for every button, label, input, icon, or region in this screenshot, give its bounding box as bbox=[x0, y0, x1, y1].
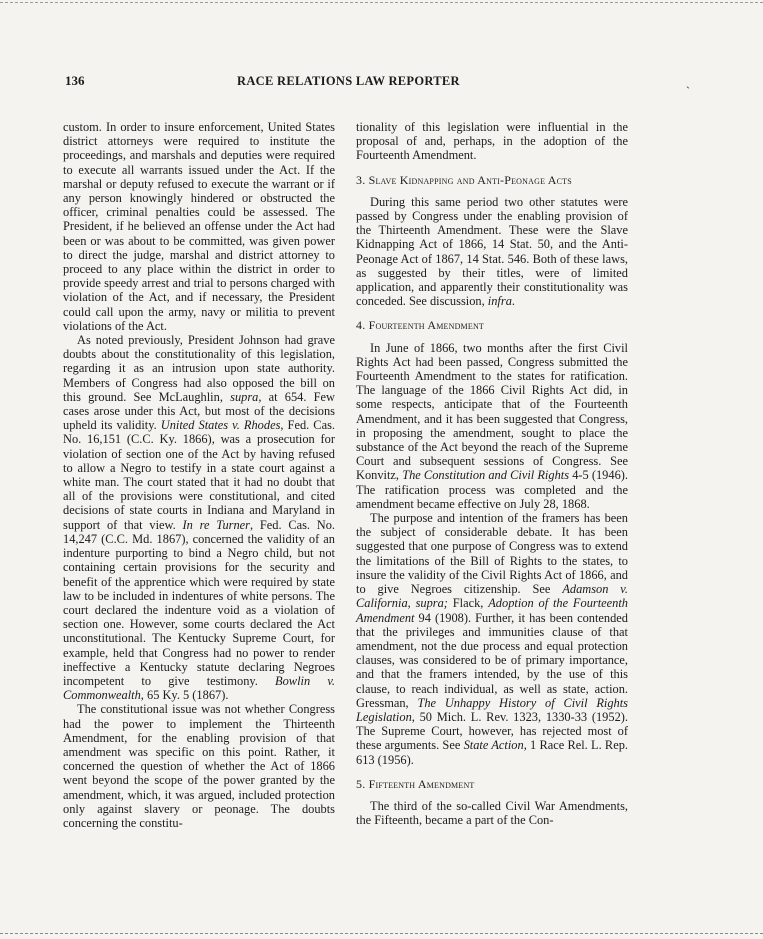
stray-mark: ˏ bbox=[686, 75, 690, 89]
text: tionality of this legislation were influential in the proposal of and, perhaps, in the adoption of the Fourteenth Amendment. bbox=[356, 120, 628, 163]
case-name: Adamson v. California, supra; bbox=[356, 582, 628, 611]
text: The third of the so-called Civil War Amendments, the Fifteenth, became a part of the Con- bbox=[356, 798, 628, 828]
text: Flack, bbox=[447, 596, 489, 611]
text: , 1 Race Rel. L. Rep. 613 (1956). bbox=[356, 738, 628, 767]
text: , at 654. Few cases arose under this Act, but most of the decisions upheld its validity. bbox=[63, 389, 336, 433]
paragraph bbox=[356, 195, 628, 309]
text: The constitutional issue was not whether Congress had the power to implement the Thirteenth Amendment, for the enabling provision of that amendment was specific on this point. Rather, it concerned the question of whether the Act of 1866 went beyond the scope of the power granted by the amendment, which, it was argued, included protection only against slavery or peonage. The doubts concerning the constitu- bbox=[63, 702, 335, 830]
section-heading: 3. Slave Kidnapping and Anti-Peonage Acts bbox=[356, 172, 572, 187]
case-name: Bowlin v. Commonwealth bbox=[63, 673, 335, 703]
text: As noted previously, President Johnson had grave doubts about the constitutionality of this legislation, regarding it as an intrusion upon state authority. Members of Congress had also opposed the bill on this ground. See McLaughlin, bbox=[63, 333, 335, 404]
book-title: The Constitution and Civil Rights bbox=[402, 468, 570, 483]
text: , 50 Mich. L. Rev. 1323, 1330-33 (1952). The Supreme Court, however, has rejected most of these arguments. See bbox=[356, 709, 628, 753]
paragraph bbox=[63, 120, 335, 333]
section-heading: 4. Fourteenth Amendment bbox=[356, 318, 485, 333]
text: custom. In order to insure enforcement, United States district attorneys were required to institute the proceedings, and marshals and deputies were required to execute all warrants issued under the Act. If the marshal or deputy refused to execute the warrant or if any person knowingly hindered or obstructed the officer, criminal penalties could be assessed. The President, if he believed an offense under the Act had been or was about to be committed, was given power to direct the judge, marshal and district attorney to proceed to any place within the district in order to provide speedy arrest and trial to persons charged with violation of the Act, and if necessary, the President could call upon the army, navy or militia to prevent violations of the Act. bbox=[63, 120, 335, 333]
text: , Fed. Cas. No. 16,151 (C.C. Ky. 1866), was a prosecution for violation of section one of the Act by having refused to allow a Negro to testify in a state court against a white man. The court stated that it had no doubt that all of the provisions were constitutional, and cited decisions of state courts in Indiana and Maryland in support of that view. bbox=[63, 418, 335, 532]
text: During this same period two other statutes were passed by Congress under the enabling provision of the Thirteenth Amendment. These were the Slave Kidnapping Act of 1866, 14 Stat. 50, and the Anti-Peonage Act of 1867, 14 Stat. 546. Both of these laws, as suggested by their titles, were of limited application, and apparently their constitutionality was conceded. See discussion, bbox=[356, 194, 628, 309]
text: , 65 Ky. 5 (1867). bbox=[140, 688, 229, 703]
running-title: RACE RELATIONS LAW REPORTER bbox=[237, 74, 460, 88]
paragraph bbox=[356, 511, 628, 767]
paragraph bbox=[356, 341, 628, 511]
page-bottom-edge bbox=[0, 933, 763, 934]
text: . bbox=[511, 294, 516, 309]
page-header bbox=[0, 73, 763, 95]
paragraph bbox=[356, 120, 628, 163]
text: , Fed. Cas. No. 14,247 (C.C. Md. 1867), concerned the validity of an indenture purporting to bind a Negro child, but not containing certain provisions for the security and benefit of the apprentice which were required by state law to be included in indentures of white persons. The court declared the indenture void as a violation of section one. However, some courts declared the Act unconstitutional. The Kentucky Supreme Court, for example, held that Congress had no power to render ineffective a Kentucky statute declaring Negroes incompetent to give testimony. bbox=[63, 517, 336, 688]
book-title: Adoption of the Fourteenth Amendment bbox=[356, 596, 628, 625]
text: 94 (1908). Further, it has been contended that the privileges and immunities clause of that amendment, not the due process and equal protection clauses, was considered to be of primary importance, and that the framers intended, by the use of this clause, to reach individual, as well as state, action. Gressman, bbox=[356, 610, 628, 710]
case-name: United States v. Rhodes bbox=[160, 418, 281, 433]
paragraph bbox=[63, 333, 335, 702]
citation: supra bbox=[230, 389, 259, 404]
section-heading: 5. Fifteenth Amendment bbox=[356, 776, 475, 791]
citation: infra bbox=[487, 294, 512, 309]
citation: State Action bbox=[463, 738, 524, 753]
page-top-edge bbox=[0, 2, 763, 3]
right-column bbox=[356, 120, 628, 827]
text: The purpose and intention of the framers has been the subject of considerable debate. It has been suggested that one purpose of Congress was to extend the limitations of the Bill of Rights to the states, to insure the validity of the Civil Rights Act of 1866, and to give Negroes citizenship. See bbox=[356, 511, 628, 597]
left-column bbox=[63, 120, 335, 830]
page-number: 136 bbox=[65, 73, 85, 88]
paragraph bbox=[63, 702, 335, 830]
case-name: In re Turner bbox=[182, 517, 250, 532]
text: In June of 1866, two months after the first Civil Rights Act had been passed, Congress submitted the Fourteenth Amendment to the states for ratification. The language of the 1866 Civil Rights Act did, in some respects, anticipate that of the Fourteenth Amendment, and it has been suggested that Congress, in proposing the amendment, sought to place the substance of the Act beyond the reach of the Supreme Court and subsequent sessions of Congress. See Konvitz, bbox=[356, 340, 628, 483]
article-title: The Unhappy History of Civil Rights Legislation bbox=[356, 695, 628, 724]
text: 4-5 (1946). The ratification process was completed and the amendment became effective on July 28, 1868. bbox=[356, 468, 628, 511]
paragraph bbox=[356, 799, 628, 827]
